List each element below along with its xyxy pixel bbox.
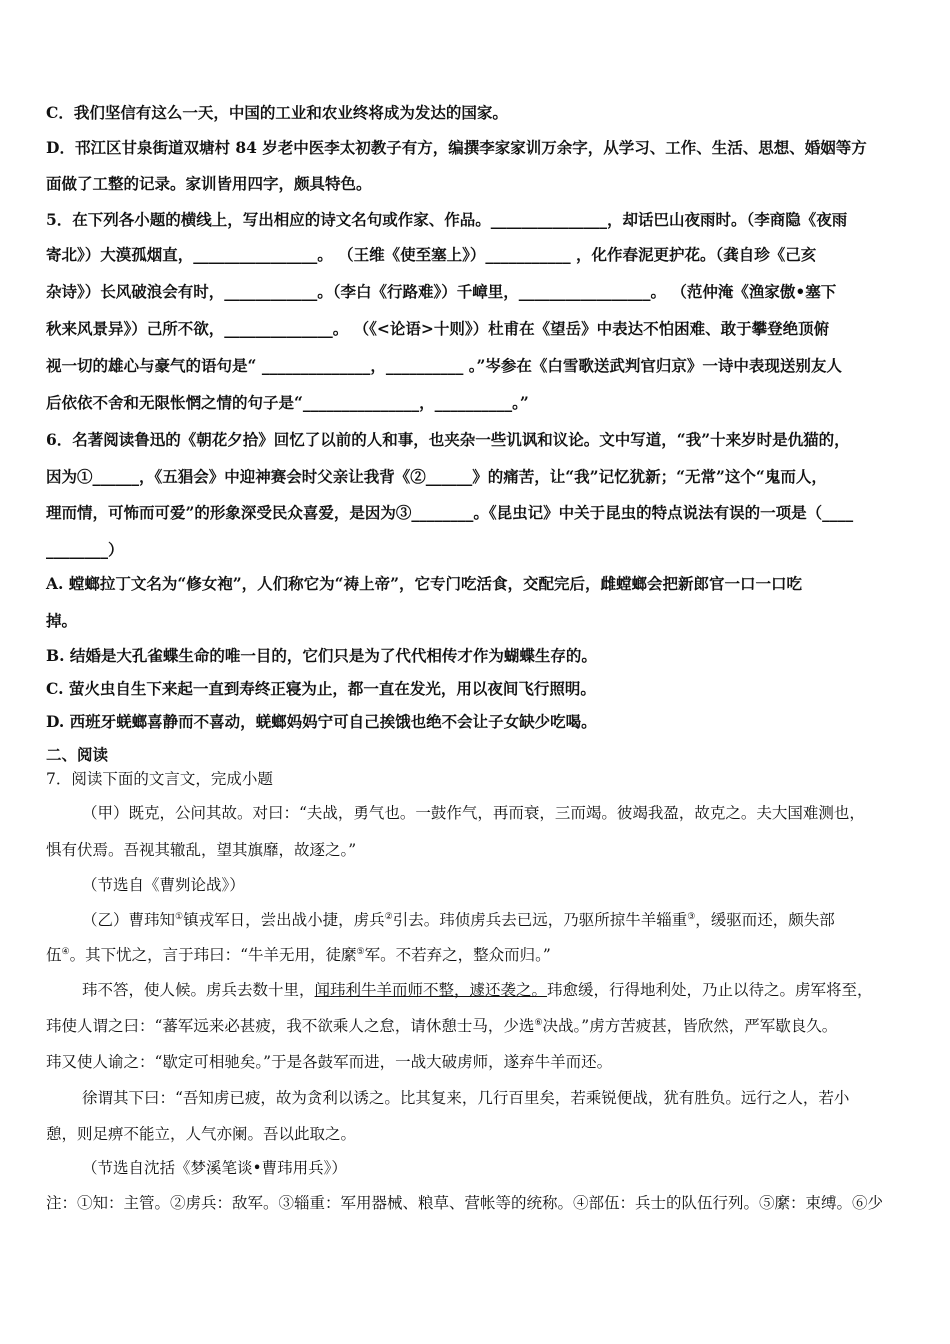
passage-a-line-2: 惧有伏焉。吾视其辙乱，望其旗靡，故逐之。” xyxy=(46,841,357,859)
passage-b-line-3 xyxy=(82,980,873,1000)
text-run: 玮不答，使人候。虏兵去数十里， xyxy=(82,981,315,999)
text-run: 伍 xyxy=(46,946,62,964)
q5-line-6: 后依依不舍和无限怅惘之情的句子是“_______________，__________。” xyxy=(46,393,529,412)
note-marker: ④ xyxy=(61,946,70,957)
note-marker: ③ xyxy=(687,911,696,922)
q6-option-d: D. 西班牙蜣螂喜静而不喜动，蜣螂妈妈宁可自己挨饿也绝不会让子女缺少吃喝。 xyxy=(46,712,597,731)
text-run: 军。不若弃之，整众而归。” xyxy=(364,946,551,964)
option-d-line-1: D．邗江区甘泉街道双塘村 84 岁老中医李太初教子有方，编撰李家家训万余字，从学习、工作、生活、思想、婚姻等方 xyxy=(46,138,867,157)
text-run: 决战。”虏方苦疲甚，皆欣然，严军歇良久。 xyxy=(542,1017,838,1035)
text-run: 玮愈缓，行得地利处，乃止以待之。虏军将至， xyxy=(547,981,873,999)
q5-line-2: 寄北》）大漠孤烟直，________________。 （王维《使至塞上》）___________ ，化作春泥更护花。（龚自珍《己亥 xyxy=(46,245,817,264)
text-run: 。其下忧之，言于玮曰：“牛羊无用，徒縻 xyxy=(69,946,357,964)
text-run: 玮使人谓之曰：“蕃军远来必甚疲，我不欲乘人之怠，请休憩士马，少选 xyxy=(46,1017,535,1035)
note-marker: ⑥ xyxy=(534,1017,543,1028)
passage-b-line-2 xyxy=(46,945,551,965)
q6-option-a-2: 掉。 xyxy=(46,611,78,630)
q6-line-4: ________） xyxy=(46,540,124,559)
passage-b-line-5: 玮又使人谕之：“歇定可相驰矣。”于是各鼓军而进，一战大破虏师，遂弃牛羊而还。 xyxy=(46,1053,613,1071)
section-title-reading: 二、阅读 xyxy=(46,745,109,764)
note-marker: ② xyxy=(384,911,393,922)
passage-b-line-7: 憩，则足痹不能立，人气亦阑。吾以此取之。 xyxy=(46,1125,357,1143)
text-run: 镇戎军日，尝出战小捷，虏兵 xyxy=(183,911,385,929)
q6-option-b: B. 结婚是大孔雀蝶生命的唯一目的，它们只是为了代代相传才作为蝴蝶生存的。 xyxy=(46,646,597,665)
q7-prompt: 7．阅读下面的文言文，完成小题 xyxy=(46,770,273,788)
passage-b-line-1 xyxy=(82,910,835,930)
q5-line-3: 杂诗》）长风破浪会有时，____________。（李白《行路难》）千嶂里，_________________。 （范仲淹《渔家傲•塞下 xyxy=(46,282,837,301)
q5-line-5: 视一切的雄心与豪气的语句是“ ______________，__________ 。”岑参在《白雪歌送武判官归京》一诗中表现送别友人 xyxy=(46,356,842,375)
text-run: 引去。玮侦虏兵去已远，乃驱所掠牛羊辎重 xyxy=(392,911,688,929)
q6-line-2: 因为①______，《五猖会》中迎神赛会时父亲让我背《②______》的痛苦，让“我”记忆犹新；“无常”这个“鬼而人， xyxy=(46,467,827,486)
text-run: ，缓驱而还，颇失部 xyxy=(695,911,835,929)
q6-option-c: C. 萤火虫自生下来起一直到寿终正寝为止，都一直在发光，用以夜间飞行照明。 xyxy=(46,679,596,698)
q5-line-1: 5．在下列各小题的横线上，写出相应的诗文名句或作家、作品。_______________，却话巴山夜雨时。（李商隐《夜雨 xyxy=(46,210,848,229)
note-marker: ① xyxy=(175,911,184,922)
footnotes: 注：①知：主管。②虏兵：敌军。③辎重：军用器械、粮草、营帐等的统称。④部伍：兵士的队伍行列。⑤縻：束缚。⑥少 xyxy=(46,1194,884,1212)
passage-a-line-1: （甲）既克，公问其故。对曰：“夫战，勇气也。一鼓作气，再而衰，三而竭。彼竭我盈，故克之。夫大国难测也， xyxy=(82,804,865,822)
option-c-line: C．我们坚信有这么一天，中国的工业和农业终将成为发达的国家。 xyxy=(46,103,508,122)
q5-line-4: 秋来风景异》）己所不欲，______________。 （《<论语>十则》）杜甫在《望岳》中表达不怕困难、敢于攀登绝顶俯 xyxy=(46,319,830,338)
q6-line-3: 理而情，可怖而可爱”的形象深受民众喜爱，是因为③________。《昆虫记》中关于昆虫的特点说法有误的一项是（____ xyxy=(46,503,854,522)
text-run: （乙）曹玮知 xyxy=(82,911,176,929)
q6-option-a-1: A. 螳螂拉丁文名为“修女袍”，人们称它为“祷上帝”，它专门吃活食，交配完后，雌螳螂会把新郎官一口一口吃 xyxy=(46,574,802,593)
q6-line-1: 6．名著阅读鲁迅的《朝花夕拾》回忆了以前的人和事，也夹杂一些讥讽和议论。文中写道，“我”十来岁时是仇猫的， xyxy=(46,430,850,449)
passage-b-source: （节选自沈括《梦溪笔谈•曹玮用兵》） xyxy=(82,1159,347,1177)
passage-b-line-4 xyxy=(46,1016,837,1036)
passage-b-line-6: 徐谓其下曰：“吾知虏已疲，故为贪利以诱之。比其复来，几行百里矣，若乘锐便战，犹有胜负。远行之人，若小 xyxy=(82,1089,850,1107)
underlined-sentence: 闻玮利牛羊而师不整，遽还袭之。 xyxy=(314,981,548,999)
option-d-line-2: 面做了工整的记录。家训皆用四字，颇具特色。 xyxy=(46,174,372,193)
passage-a-source: （节选自《曹刿论战》） xyxy=(82,876,245,894)
note-marker: ⑤ xyxy=(356,946,365,957)
